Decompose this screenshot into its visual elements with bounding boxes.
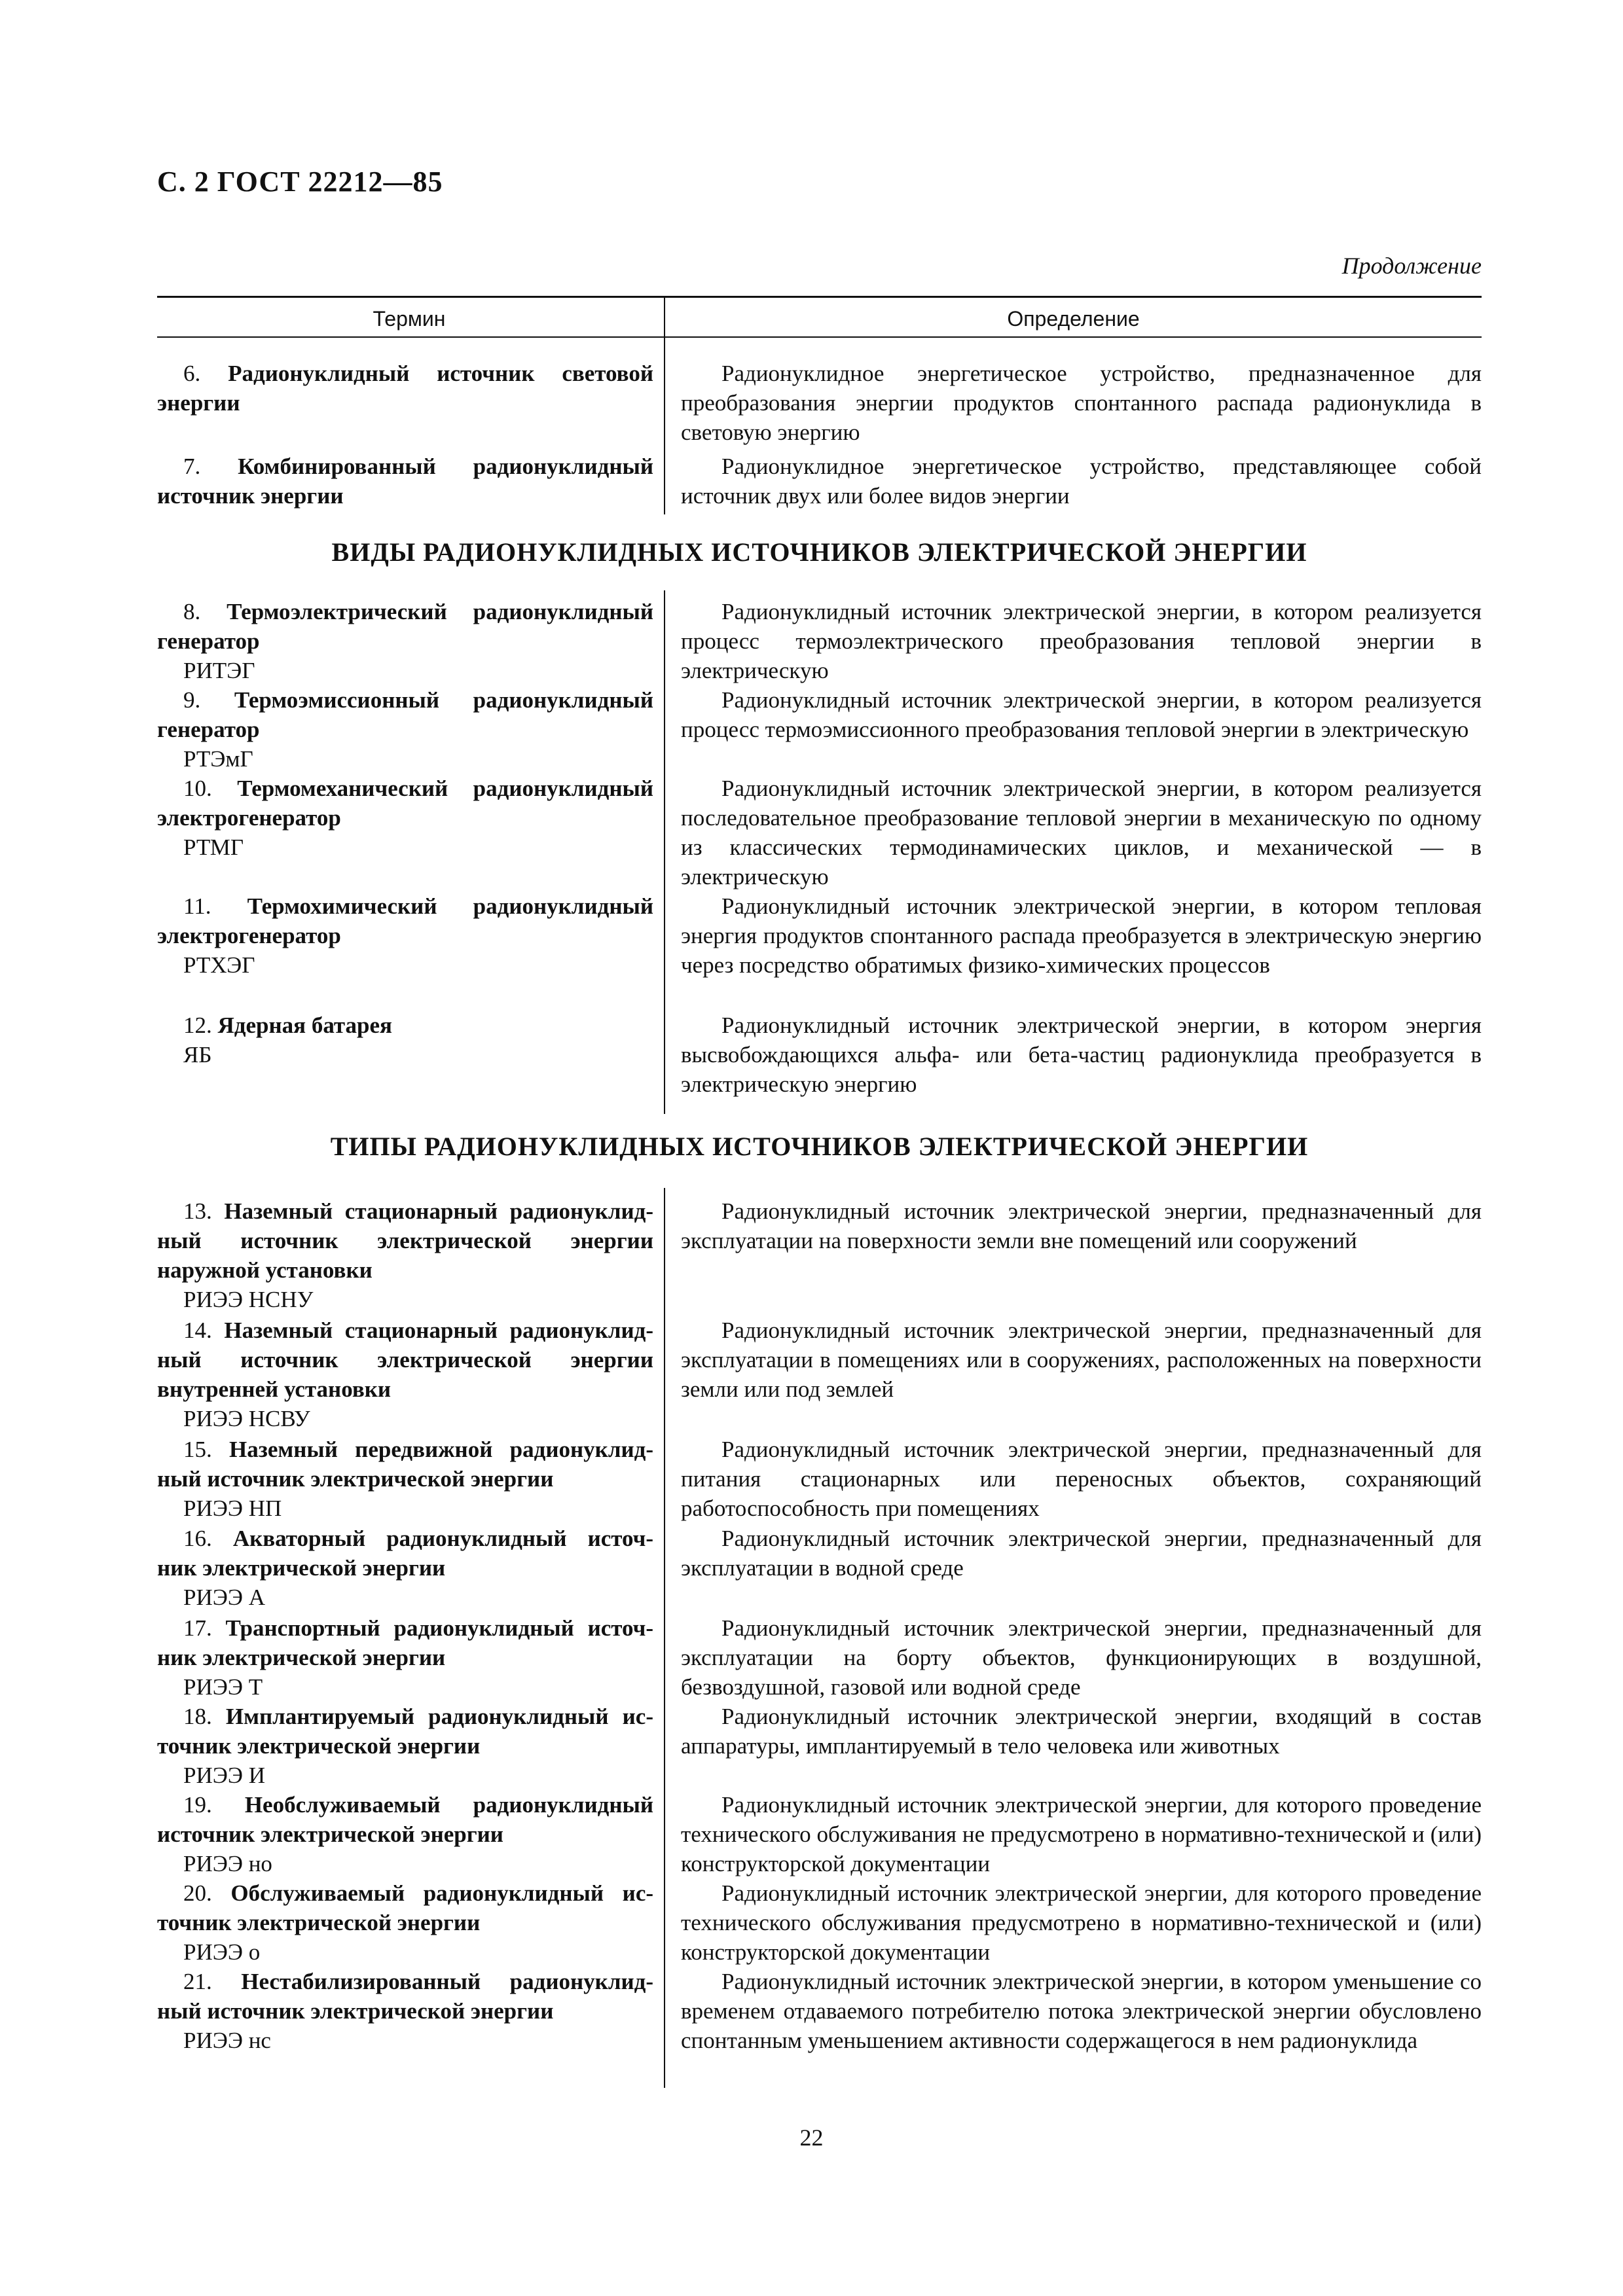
definition-cell: Радионуклидный источник электрической энергии, для которого проведение технического обслуживания не предусмотрено в нормативно-технической и (или) конструкторской документации bbox=[681, 1792, 1482, 1876]
definition-cell: Радионуклидный источник электрической энергии, в котором реализуется процесс термоэмиссионного преобразования тепловой энергии в электрическую bbox=[681, 687, 1482, 742]
term-text-line2: ный источник электрической энергии наружной установки bbox=[157, 1228, 653, 1283]
term-abbreviation: РИЭЭ НСВУ bbox=[183, 1406, 310, 1431]
definition-cell: Радионуклидный источник электрической энергии, в котором реализуется процесс термоэлектрического преобразования тепловой энергии в электрическую bbox=[681, 599, 1482, 683]
definition-cell: Радионуклидный источник электрической энергии, в котором энергия высвобождающихся альфа- или бета-частиц радионуклида преобразуется в электрическую энергию bbox=[681, 1013, 1482, 1097]
column-divider bbox=[664, 296, 665, 514]
term-number: 16. bbox=[183, 1526, 212, 1551]
term-cell bbox=[157, 1316, 653, 1433]
term-number: 10. bbox=[183, 776, 212, 801]
term-text-line2: электрогенератор bbox=[157, 923, 341, 948]
definition-cell: Радионуклидный источник электрической энергии, предназначенный для эксплуатации в помещениях или в сооружениях, расположенных на поверхности земли или под землей bbox=[681, 1318, 1482, 1402]
table-header-rule bbox=[157, 336, 1482, 338]
term-number: 13. bbox=[183, 1198, 212, 1224]
page-number: 22 bbox=[799, 2125, 824, 2151]
column-divider bbox=[664, 1188, 665, 2088]
term-number: 20. bbox=[183, 1880, 212, 1906]
section-title-kinds: ТИПЫ РАДИОНУКЛИДНЫХ ИСТОЧНИКОВ ЭЛЕКТРИЧЕСКОЙ ЭНЕРГИИ bbox=[330, 1132, 1309, 1161]
term-text-line1: Термомеханический радионуклидный bbox=[237, 776, 653, 801]
term-abbreviation: ЯБ bbox=[183, 1042, 212, 1067]
definition-cell: Радионуклидное энергетическое устройство, предназначенное для преобразования энергии продуктов спонтанного распада радионуклида в световую энергию bbox=[681, 361, 1482, 445]
term-text-line1: Радионуклидный источник световой bbox=[228, 361, 653, 386]
term-cell bbox=[157, 685, 653, 774]
definition-cell: Радионуклидный источник электрической энергии, в котором уменьшение со временем отдаваемого потребителю потока электрической энергии обусловлено спонтанным уменьшением активности содержащегося в нем радионуклида bbox=[681, 1969, 1482, 2053]
term-number: 7. bbox=[183, 454, 201, 479]
column-header-definition: Определение bbox=[1007, 307, 1140, 331]
term-number: 8. bbox=[183, 599, 201, 624]
term-number: 21. bbox=[183, 1969, 212, 1994]
term-abbreviation: РИЭЭ Т bbox=[183, 1674, 263, 1700]
term-text-line1: Термохимический радионуклидный bbox=[247, 893, 653, 919]
definition-cell: Радионуклидное энергетическое устройство, представляющее собой источник двух или более видов энергии bbox=[681, 454, 1482, 509]
definition-cell: Радионуклидный источник электрической энергии, входящий в состав аппаратуры, имплантируемый в тело человека или животных bbox=[681, 1704, 1482, 1759]
term-text-line2: точник электрической энергии bbox=[157, 1910, 481, 1935]
term-text-line2: энергии bbox=[157, 390, 240, 416]
definition-cell: Радионуклидный источник электрической энергии, в котором реализуется последовательное преобразование тепловой энергии в механическую по одному из классических термодинамических циклов, и механической — в электрическую bbox=[681, 776, 1482, 889]
definition-cell: Радионуклидный источник электрической энергии, предназначенный для эксплуатации на поверхности земли вне помещений или сооружений bbox=[681, 1198, 1482, 1253]
page-header-title: С. 2 ГОСТ 22212—85 bbox=[157, 166, 443, 198]
term-cell bbox=[157, 1011, 653, 1069]
section-title-types: ВИДЫ РАДИОНУКЛИДНЫХ ИСТОЧНИКОВ ЭЛЕКТРИЧЕСКОЙ ЭНЕРГИИ bbox=[331, 537, 1307, 567]
term-text-line2: ный источник электрической энергии bbox=[157, 1466, 554, 1492]
term-text-line2: точник электрической энергии bbox=[157, 1733, 481, 1759]
term-text-line1: Необслуживаемый радионуклидный bbox=[244, 1792, 653, 1818]
term-cell bbox=[157, 1435, 653, 1523]
term-text-line1: Наземный передвижной радионуклид- bbox=[229, 1437, 653, 1462]
term-text-line1: Имплантируемый радионуклидный ис- bbox=[225, 1704, 653, 1729]
term-cell bbox=[157, 1196, 653, 1314]
term-number: 19. bbox=[183, 1792, 212, 1818]
term-cell bbox=[157, 1878, 653, 1967]
column-header-term: Термин bbox=[373, 307, 446, 331]
term-cell bbox=[157, 891, 653, 980]
term-text-line2: электрогенератор bbox=[157, 805, 341, 831]
term-text-line1: Наземный стационарный радионуклид- bbox=[224, 1318, 653, 1343]
term-cell bbox=[157, 1613, 653, 1702]
term-number: 17. bbox=[183, 1615, 212, 1641]
definition-cell: Радионуклидный источник электрической энергии, предназначенный для питания стационарных или переносных объектов, сохраняющий работоспособность при помещениях bbox=[681, 1437, 1482, 1521]
term-abbreviation: РИЭЭ но bbox=[183, 1851, 272, 1876]
term-text-line2: источник энергии bbox=[157, 483, 344, 509]
term-text-line2: генератор bbox=[157, 717, 260, 742]
term-cell bbox=[157, 1790, 653, 1878]
term-abbreviation: РИЭЭ о bbox=[183, 1939, 261, 1965]
term-text-line1: Обслуживаемый радионуклидный ис- bbox=[230, 1880, 654, 1906]
term-cell bbox=[157, 452, 653, 511]
term-cell bbox=[157, 1967, 653, 2055]
term-text-line2: ный источник электрической энергии bbox=[157, 1998, 554, 2024]
term-text-line1: Термоэлектрический радионуклидный bbox=[227, 599, 653, 624]
term-number: 12. bbox=[183, 1013, 212, 1038]
term-cell bbox=[157, 597, 653, 685]
term-text-line1: Ядерная батарея bbox=[217, 1013, 392, 1038]
term-number: 9. bbox=[183, 687, 201, 713]
term-number: 14. bbox=[183, 1318, 212, 1343]
term-text-line1: Наземный стационарный радионуклид- bbox=[224, 1198, 653, 1224]
term-text-line2: генератор bbox=[157, 628, 260, 654]
definition-cell: Радионуклидный источник электрической энергии, для которого проведение технического обслуживания предусмотрено в нормативно-технической и (или) конструкторской документации bbox=[681, 1880, 1482, 1965]
term-abbreviation: РИЭЭ И bbox=[183, 1763, 265, 1788]
definition-cell: Радионуклидный источник электрической энергии, в котором тепловая энергия продуктов спонтанного распада преобразуется в электрическую энергию через посредство обратимых физико-химических процессов bbox=[681, 893, 1482, 978]
term-text-line1: Комбинированный радионуклидный bbox=[238, 454, 653, 479]
term-abbreviation: РИЭЭ НСНУ bbox=[183, 1287, 314, 1312]
term-abbreviation: РИЭЭ НП bbox=[183, 1496, 282, 1521]
term-number: 15. bbox=[183, 1437, 212, 1462]
term-cell bbox=[157, 1524, 653, 1612]
term-text-line1: Нестабилизированный радионуклид- bbox=[241, 1969, 653, 1994]
term-text-line2: ный источник электрической энергии внутренней установки bbox=[157, 1347, 653, 1402]
term-text-line1: Акваторный радионуклидный источ- bbox=[232, 1526, 654, 1551]
column-divider bbox=[664, 590, 665, 1114]
term-number: 18. bbox=[183, 1704, 212, 1729]
term-abbreviation: РТХЭГ bbox=[183, 952, 255, 978]
table-top-rule bbox=[157, 296, 1482, 298]
term-abbreviation: РТЭмГ bbox=[183, 746, 253, 772]
term-number: 11. bbox=[183, 893, 211, 919]
term-abbreviation: РИЭЭ А bbox=[183, 1585, 265, 1610]
term-text-line1: Транспортный радионуклидный источ- bbox=[225, 1615, 653, 1641]
term-abbreviation: РТМГ bbox=[183, 834, 244, 860]
definition-cell: Радионуклидный источник электрической энергии, предназначенный для эксплуатации на борту объектов, функционирующих в воздушной, безвоздушной, газовой или водной среде bbox=[681, 1615, 1482, 1700]
term-text-line1: Термоэмиссионный радионуклидный bbox=[234, 687, 653, 713]
continuation-label: Продолжение bbox=[1341, 253, 1482, 279]
definition-cell: Радионуклидный источник электрической энергии, предназначенный для эксплуатации в водной среде bbox=[681, 1526, 1482, 1581]
term-text-line2: ник электрической энергии bbox=[157, 1555, 446, 1581]
term-abbreviation: РИЭЭ нс bbox=[183, 2028, 271, 2053]
term-abbreviation: РИТЭГ bbox=[183, 658, 255, 683]
term-text-line2: ник электрической энергии bbox=[157, 1645, 446, 1670]
term-cell bbox=[157, 774, 653, 862]
term-text-line2: источник электрической энергии bbox=[157, 1821, 503, 1847]
term-number: 6. bbox=[183, 361, 201, 386]
term-cell bbox=[157, 359, 653, 418]
term-cell bbox=[157, 1702, 653, 1790]
